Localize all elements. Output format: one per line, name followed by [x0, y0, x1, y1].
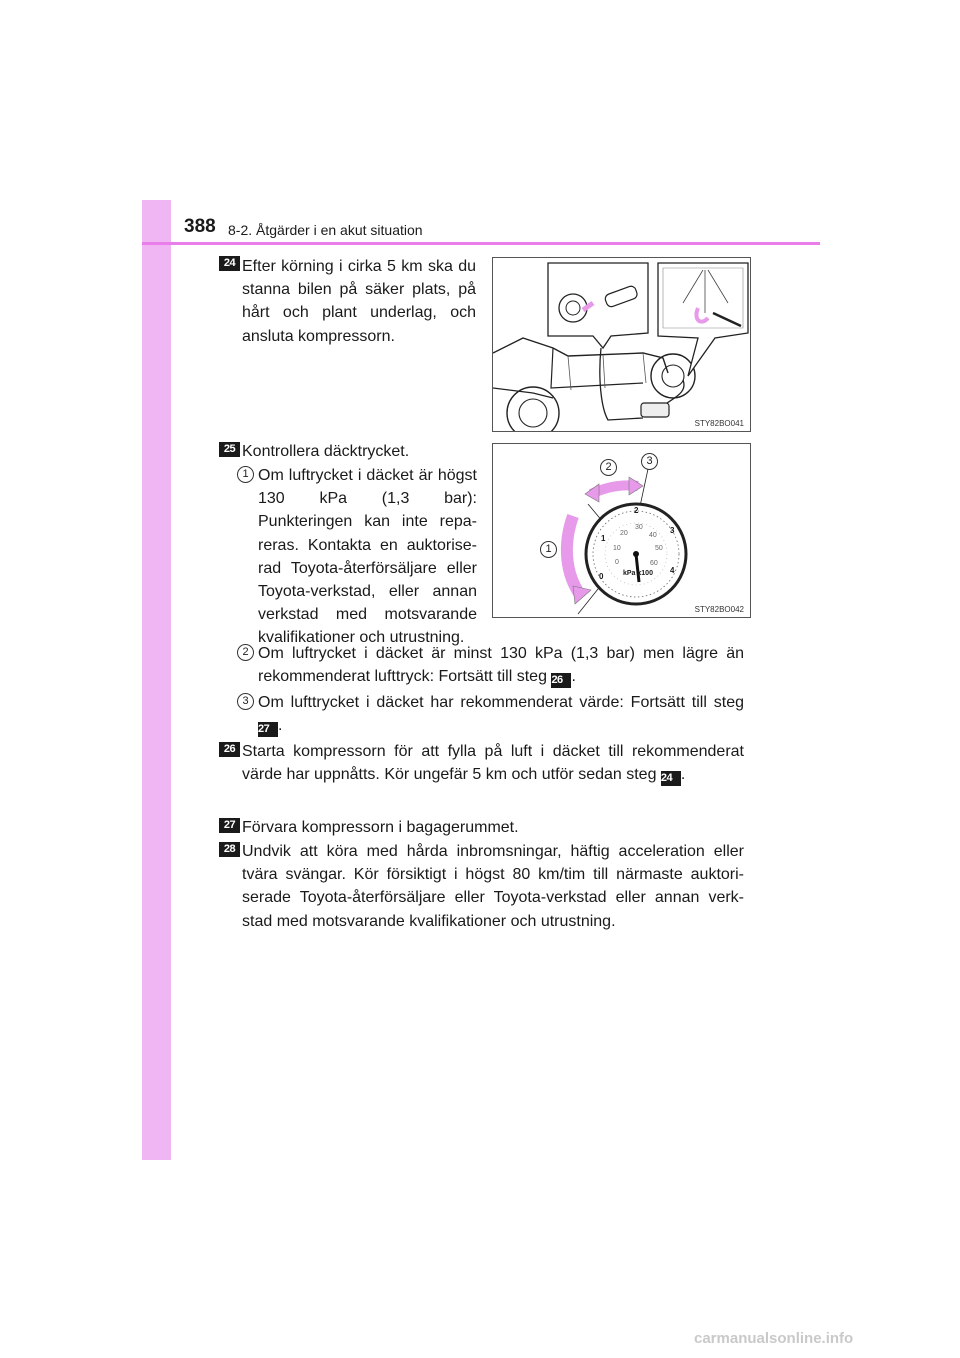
gauge-inner-tick-40: 40	[649, 532, 657, 539]
figure-compressor-connection	[492, 257, 751, 432]
gauge-unit-label: kPa x100	[623, 570, 653, 577]
gauge-inner-tick-50: 50	[655, 545, 663, 552]
step-marker-26: 26	[219, 742, 240, 757]
gauge-outer-tick-4: 4	[670, 566, 675, 575]
page-number: 388	[184, 216, 216, 237]
figure-code: STY82BO042	[694, 605, 744, 614]
step-ref-27[interactable]: 27	[258, 722, 278, 737]
figure-callout-2: 2	[600, 459, 617, 476]
step-24-text: Efter körning i cirka 5 km ska du stanna bilen på säker plats, på hårt och plant underlag, och ansluta kompressorn.	[242, 258, 476, 345]
step-ref-24[interactable]: 24	[661, 771, 681, 786]
step-25-text: Kontrollera däcktrycket.	[242, 443, 410, 460]
figure-callout-1: 1	[540, 541, 557, 558]
section-title: 8-2. Åtgärder i en akut situation	[228, 222, 423, 238]
gauge-inner-tick-0: 0	[615, 559, 619, 566]
step-26-body: Starta kompressorn för att fylla på luft i däcket till rekommenderat värde har uppnåtts. Kör ungefär 5 km och utför sedan steg	[242, 743, 744, 784]
car-compressor-illustration	[493, 258, 750, 431]
item-marker-1: 1	[237, 466, 254, 483]
step-marker-25: 25	[219, 442, 240, 457]
figure-code: STY82BO041	[694, 419, 744, 428]
gauge-inner-tick-60: 60	[650, 560, 658, 567]
item-2-body: Om luftrycket i däcket är minst 130 kPa (1,3 bar) men lägre än rekommenderat lufttryck: Fortsätt till steg	[258, 645, 744, 686]
figure-callout-3: 3	[641, 453, 658, 470]
figure-pressure-gauge	[492, 443, 751, 618]
gauge-outer-tick-1: 1	[601, 534, 606, 543]
item-3-body: Om lufttrycket i däcket har rekommenderat värde: Fortsätt till steg	[258, 694, 744, 711]
gauge-inner-tick-10: 10	[613, 545, 621, 552]
gauge-outer-tick-3: 3	[670, 526, 675, 535]
item-3-text	[258, 691, 744, 737]
item-marker-2: 2	[237, 644, 254, 661]
step-27-text: Förvara kompressorn i bagagerummet.	[242, 819, 519, 836]
step-ref-26[interactable]: 26	[551, 673, 571, 688]
gauge-inner-tick-30: 30	[635, 524, 643, 531]
step-marker-24: 24	[219, 256, 240, 271]
step-26-text	[242, 740, 744, 786]
step-26-period: .	[680, 766, 686, 784]
page-sidebar-band	[142, 200, 171, 1160]
step-marker-27: 27	[219, 818, 240, 833]
item-2-period: .	[571, 668, 576, 686]
item-1-text: Om luftrycket i däcket är högst 130 kPa (1,3 bar): Punkteringen kan inte repa-reras. Kontakta en auktorise-rad Toyota-återförsäljare eller Toyota-verkstad, eller annan verkstad med motsvarande kvalifikationer och utrustning.	[258, 467, 477, 647]
step-28-text: Undvik att köra med hårda inbromsningar, häftig acceleration eller tvära svängar. Kör försiktigt i högst 80 km/tim till närmaste auktori-serade Toyota-återförsäljare eller Toyota-verkstad eller annan verk-stad med motsvarande kvalifikationer och utrustning.	[242, 843, 744, 930]
step-marker-28: 28	[219, 842, 240, 857]
gauge-outer-tick-2: 2	[634, 506, 639, 515]
watermark: carmanualsonline.info	[694, 1330, 854, 1347]
gauge-outer-tick-0: 0	[599, 572, 604, 581]
header-rule	[142, 242, 820, 245]
item-marker-3: 3	[237, 693, 254, 710]
item-3-period: .	[278, 717, 283, 735]
gauge-inner-tick-20: 20	[620, 530, 628, 537]
item-2-text	[258, 642, 744, 688]
